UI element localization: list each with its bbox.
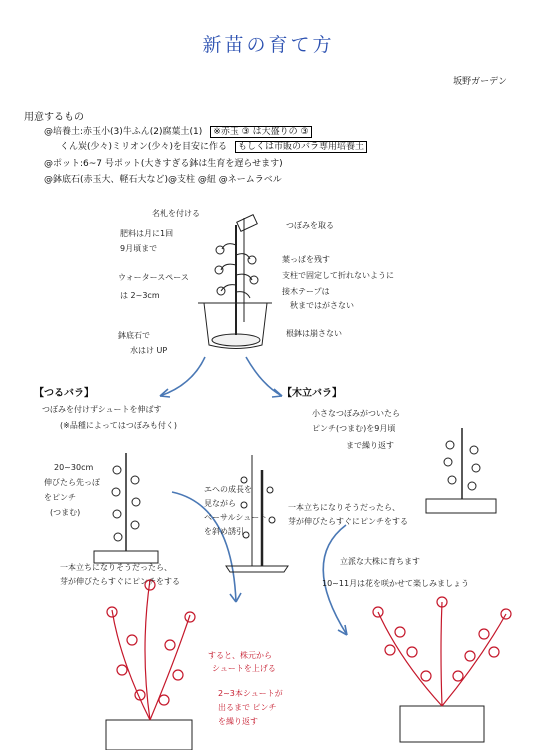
standard-small-plant [426, 428, 496, 513]
standard-note3: まで繰り返す [346, 441, 394, 450]
climbing-small-plant [94, 453, 158, 563]
climbing-mid1: エヘの成長を [204, 485, 252, 494]
climbing-note2: (※品種によってはつぼみも付く) [60, 421, 177, 430]
soil-note: ※赤玉 ③ は大盛りの ③ [210, 126, 311, 138]
soil-line: @培養土:赤玉小(3)牛ふん(2)腐葉土(1) ※赤玉 ③ は大盛りの ③ [44, 124, 312, 137]
climbing-red4: 出るまで ピンチ [218, 703, 277, 712]
label-name-tag: 名札を付ける [152, 209, 200, 218]
label-root: 根鉢は崩さない [286, 329, 342, 338]
label-water2: は 2~3cm [120, 291, 160, 300]
label-pot-stone1: 鉢底石で [118, 331, 150, 340]
climbing-red2: シュートを上げる [212, 664, 276, 673]
top-pot-illustration [198, 215, 272, 349]
climbing-pinch1: 20~30cm [54, 463, 94, 472]
climbing-mid2: 見ながら [204, 499, 236, 508]
amend-note: もしくは市販のバラ専用培養土 [235, 141, 367, 153]
author-label: 坂野ガーデン [453, 77, 507, 87]
climbing-pinch2: 伸びたら先っぽ [44, 478, 100, 487]
climbing-lower1: 一本立ちになりそうだったら、 [60, 563, 172, 572]
climbing-title: 【つるバラ】 [34, 388, 94, 399]
climbing-red3: 2~3本シュートが [218, 689, 283, 698]
standard-lower2: 10~11月は花を咲かせて楽しみましょう [322, 579, 470, 588]
label-bud: つぼみを取る [286, 221, 334, 230]
label-tape2: 秋まではがさない [290, 301, 354, 310]
label-fertilizer: 肥料は月に1回 [120, 229, 174, 238]
climbing-large-plant [106, 580, 195, 750]
climbing-note1: つぼみを付けずシュートを伸ばす [42, 405, 162, 414]
pot-line: @ポット:6~7 号ポット(大きすぎる鉢は生育を遅らせます) [44, 159, 283, 169]
label-pot-stone2: 水はけ UP [130, 346, 168, 355]
amend-line: くん炭(少々)ミリオン(少々)を目安に作る もしくは市販のバラ専用培養土 [60, 139, 367, 152]
label-support: 支柱で固定して折れないように [282, 271, 394, 280]
page-title: 新苗の育て方 [202, 34, 335, 56]
climbing-mid4: を斜め誘引 [204, 527, 244, 536]
standard-lower1: 立派な大株に育ちます [340, 557, 420, 566]
climbing-lower2: 芽が伸びたらすぐにピンチをする [60, 577, 180, 586]
misc-line: @鉢底石(赤玉大、軽石大など)@支柱 @紐 @ネームラベル [44, 175, 282, 185]
label-water1: ウォータースペース [118, 273, 189, 282]
standard-large-plant [373, 597, 511, 742]
label-tape: 接木テープは [282, 287, 330, 296]
standard-note1: 小さなつぼみがついたら [312, 409, 400, 418]
supplies-heading: 用意するもの [24, 112, 84, 123]
climbing-mid3: ベーサルシュート [204, 513, 268, 522]
standard-note2: ピンチ(つまむ)を9月頃 [312, 424, 396, 433]
climbing-red1: すると、株元から [208, 651, 272, 660]
standard-mid2: 芽が伸びたらすぐにピンチをする [288, 517, 408, 526]
standard-title: 【木立バラ】 [282, 388, 342, 399]
standard-mid1: 一本立ちになりそうだったら、 [288, 503, 400, 512]
climbing-red5: を繰り返す [218, 717, 258, 726]
climbing-pinch4: (つまむ) [50, 508, 81, 517]
label-leaves: 葉っぱを残す [282, 255, 330, 264]
label-fertilizer2: 9月頃まで [120, 244, 158, 253]
climbing-pinch3: をピンチ [44, 493, 76, 502]
